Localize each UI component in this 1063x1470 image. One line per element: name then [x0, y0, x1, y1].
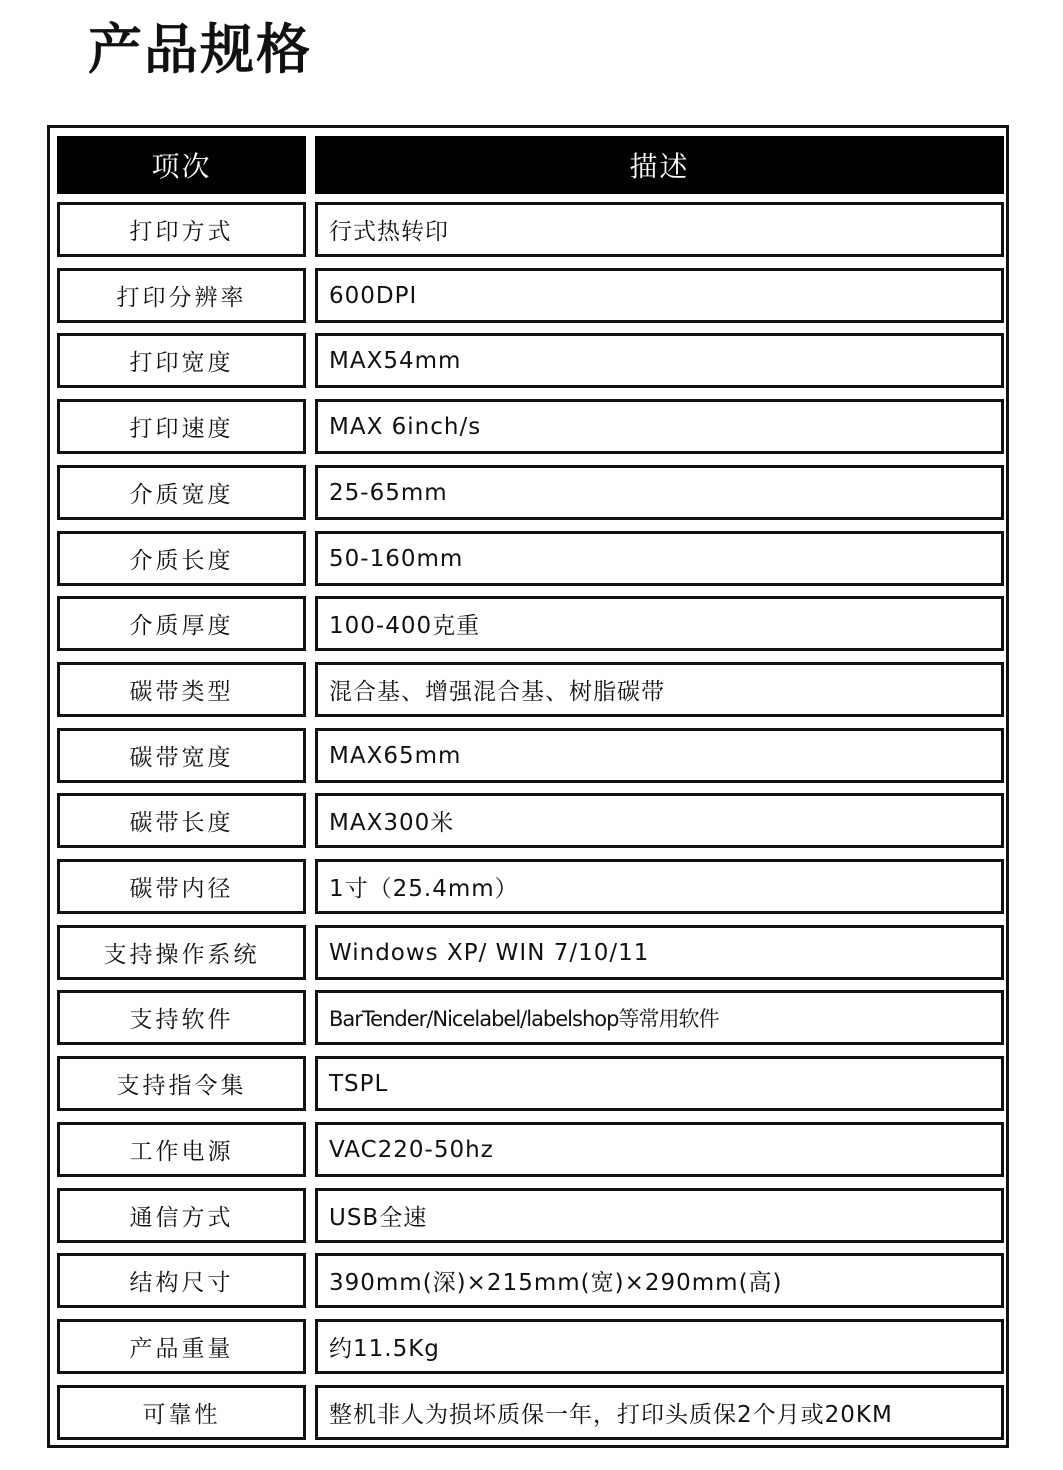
spec-item-cell: 碳带长度: [57, 793, 306, 848]
spec-item-cell: 打印方式: [57, 202, 306, 257]
spec-description-cell: TSPL: [315, 1056, 1004, 1111]
spec-item-cell: 打印速度: [57, 399, 306, 454]
spec-item-cell: 介质长度: [57, 531, 306, 586]
spec-description-cell: MAX54mm: [315, 333, 1004, 388]
spec-description-cell: 600DPI: [315, 268, 1004, 323]
spec-description-cell: 行式热转印: [315, 202, 1004, 257]
spec-item-cell: 碳带类型: [57, 662, 306, 717]
spec-description-cell: VAC220-50hz: [315, 1122, 1004, 1177]
spec-item-cell: 支持软件: [57, 990, 306, 1045]
spec-description-cell: MAX300米: [315, 793, 1004, 848]
spec-description-cell: 混合基、增强混合基、树脂碳带: [315, 662, 1004, 717]
spec-description-cell: 50-160mm: [315, 531, 1004, 586]
spec-description-cell: 25-65mm: [315, 465, 1004, 520]
spec-item-cell: 支持指令集: [57, 1056, 306, 1111]
spec-description-cell: 1寸（25.4mm）: [315, 859, 1004, 914]
spec-description-cell: 整机非人为损坏质保一年，打印头质保2个月或20KM: [315, 1385, 1004, 1440]
spec-item-cell: 打印分辨率: [57, 268, 306, 323]
spec-item-cell: 可靠性: [57, 1385, 306, 1440]
spec-description-cell: USB全速: [315, 1188, 1004, 1243]
spec-item-cell: 打印宽度: [57, 333, 306, 388]
spec-description-cell: Windows XP/ WIN 7/10/11: [315, 925, 1004, 980]
header-description: 描述: [315, 136, 1004, 194]
spec-item-cell: 通信方式: [57, 1188, 306, 1243]
spec-description-cell: 100-400克重: [315, 596, 1004, 651]
spec-description-cell: MAX65mm: [315, 728, 1004, 783]
spec-description-cell: BarTender/Nicelabel/labelshop等常用软件: [315, 990, 1004, 1045]
spec-description-cell: 390mm(深)×215mm(宽)×290mm(高): [315, 1253, 1004, 1308]
spec-description-cell: 约11.5Kg: [315, 1319, 1004, 1374]
spec-item-cell: 碳带内径: [57, 859, 306, 914]
page-title: 产品规格: [88, 18, 312, 81]
header-item: 项次: [57, 136, 306, 194]
spec-description-cell: MAX 6inch/s: [315, 399, 1004, 454]
spec-item-cell: 介质宽度: [57, 465, 306, 520]
spec-item-cell: 碳带宽度: [57, 728, 306, 783]
spec-item-cell: 工作电源: [57, 1122, 306, 1177]
spec-item-cell: 产品重量: [57, 1319, 306, 1374]
spec-item-cell: 结构尺寸: [57, 1253, 306, 1308]
spec-item-cell: 支持操作系统: [57, 925, 306, 980]
spec-item-cell: 介质厚度: [57, 596, 306, 651]
